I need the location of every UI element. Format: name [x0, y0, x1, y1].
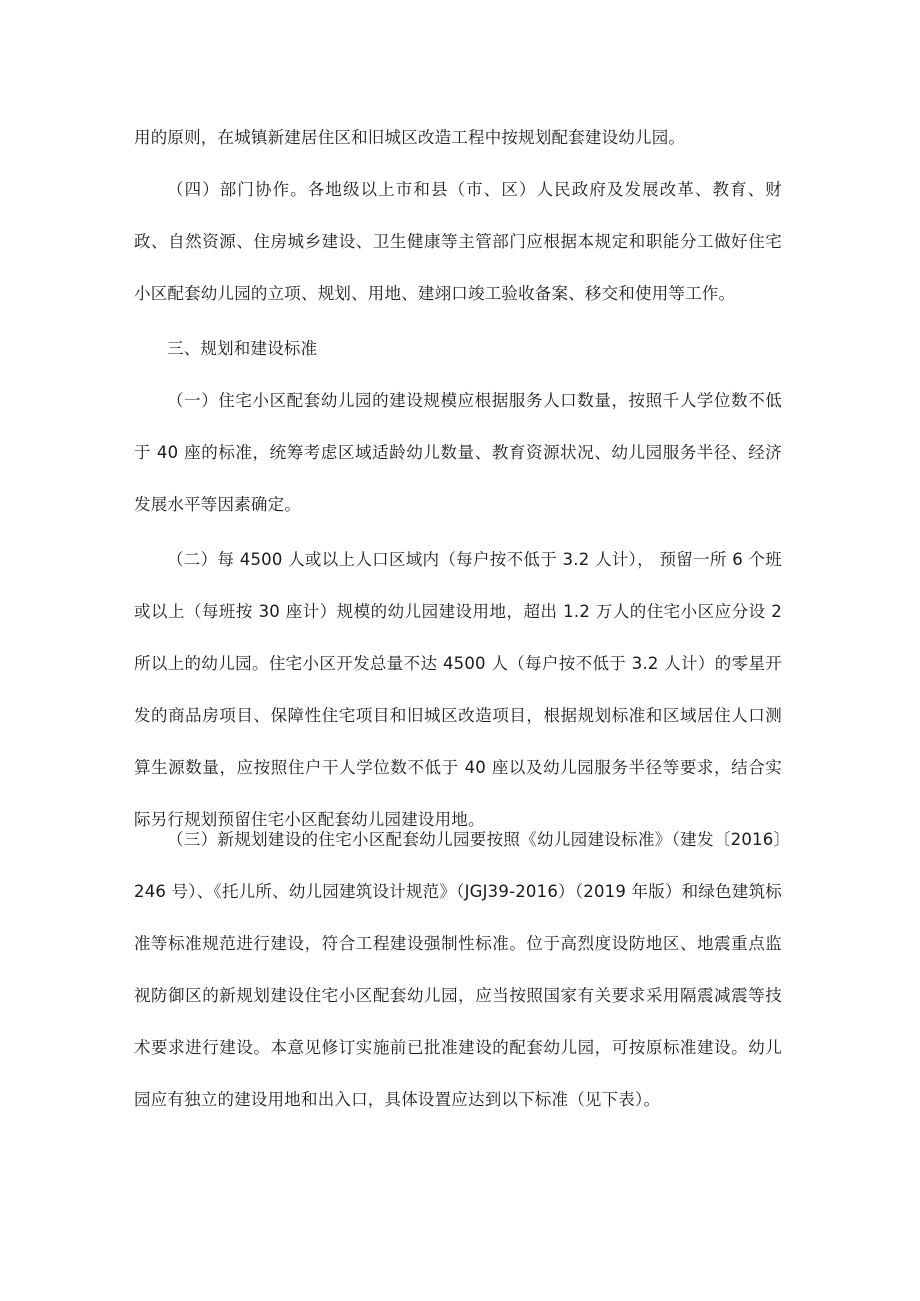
paragraph-department-coordination: （四）部门协作。各地级以上市和县（市、区）人民政府及发展改革、教育、财政、自然资源、住房城乡建设、卫生健康等主管部门应根据本规定和职能分工做好住宅小区配套幼儿园的立项、规划、用地、建翊口竣工验收备案、移交和使用等工作。: [134, 180, 782, 303]
paragraph-continuation: 用的原则，在城镇新建居住区和旧城区改造工程中按规划配套建设幼儿园。: [134, 128, 686, 147]
paragraph-scale-standard: （一）住宅小区配套幼儿园的建设规模应根据服务人口数量，按照千人学位数不低于 40 座的标准，统筹考虑区域适龄幼儿数量、教育资源状况、幼儿园服务半径、经济发展水平等因素确定。: [134, 391, 782, 514]
paragraph-land-reservation: （二）每 4500 人或以上人口区域内（每户按不低于 3.2 人计）， 预留一所 6 个班或以上（每班按 30 座计）规模的幼儿园建设用地，超出 1.2 万人的住宅小区应分设 2 所以上的幼儿园。住宅小区开发总量不达 4500 人（每户按不低于 3.2 人计）的零星开发的商品房项目、保障性住宅项目和旧城区改造项目，根据规划标准和区域居住人口测算生源数量，应按照住户干人学位数不低于 40 座以及幼儿园服务半径等要求，结合实际另行规划预留住宅小区配套幼儿园建设用地。: [134, 550, 782, 829]
paragraph-construction-standards: （三）新规划建设的住宅小区配套幼儿园要按照《幼儿园建设标准》（建发〔2016〕246 号）、《托儿所、幼儿园建筑设计规范》（JGJ39-2016）（2019 年版）和绿色建筑标准等标准规范进行建设，符合工程建设强制性标准。位于高烈度设防地区、地震重点监视防御区的新规划建设住宅小区配套幼儿园，应当按照国家有关要求采用隔震减震等技术要求进行建设。本意见修订实施前已批准建设的配套幼儿园，可按原标准建设。幼儿园应有独立的建设用地和出入口，具体设置应达到以下标准（见下表）。: [134, 830, 782, 1109]
section-heading-planning-standards: 三、规划和建设标准: [167, 339, 318, 358]
